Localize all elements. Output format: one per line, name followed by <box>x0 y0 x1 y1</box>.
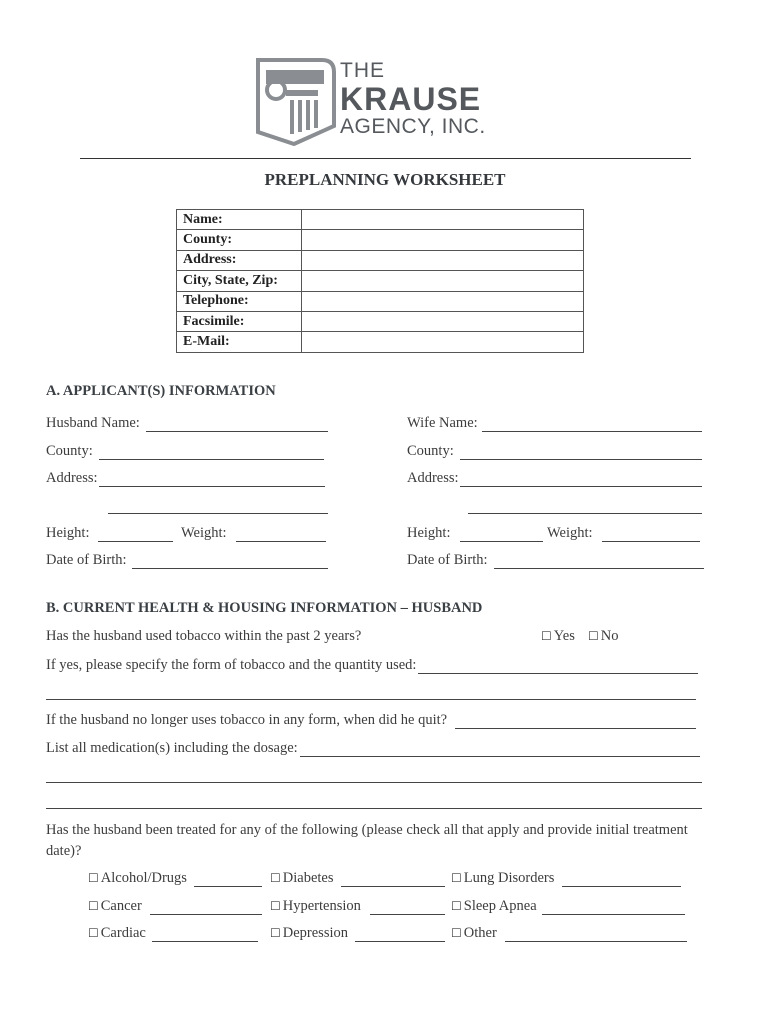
diabetes-date-field[interactable] <box>341 886 445 887</box>
wife-county-label: County: <box>407 443 454 459</box>
cardiac-date-field[interactable] <box>152 941 258 942</box>
husband-weight-field[interactable] <box>236 541 326 542</box>
condition-label: Lung Disorders <box>463 870 555 886</box>
contact-label: City, State, Zip: <box>177 271 302 291</box>
checkbox-icon[interactable]: ☐ <box>88 871 99 885</box>
condition-label: Hypertension <box>282 898 361 914</box>
contact-label: E-Mail: <box>177 332 302 352</box>
husband-height-label: Height: <box>46 525 90 541</box>
checkbox-icon[interactable]: ☐ <box>270 899 281 913</box>
condition-depression[interactable] <box>270 925 348 942</box>
cancer-date-field[interactable] <box>150 914 262 915</box>
treated-question: Has the husband been treated for any of the following (please check all that apply and provide initial treatment <box>46 822 688 838</box>
no-label: No <box>600 628 619 644</box>
condition-alcohol-drugs[interactable] <box>88 870 187 887</box>
medications-line2-field[interactable] <box>46 782 702 783</box>
logo-line-krause: KRAUSE <box>340 81 482 117</box>
hypertension-date-field[interactable] <box>370 914 445 915</box>
page-title: PREPLANNING WORKSHEET <box>264 170 506 189</box>
tobacco-specify-field[interactable] <box>418 673 698 674</box>
condition-label: Alcohol/Drugs <box>100 870 187 886</box>
treated-question-cont: date)? <box>46 843 82 859</box>
header-rule <box>80 158 691 159</box>
condition-label: Sleep Apnea <box>463 898 537 914</box>
section-b-heading: B. CURRENT HEALTH & HOUSING INFORMATION – HUSBAND <box>46 600 483 616</box>
husband-address-line2-field[interactable] <box>108 513 328 514</box>
tobacco-quit-question: If the husband no longer uses tobacco in any form, when did he quit? <box>46 712 448 728</box>
wife-address-field[interactable] <box>460 486 702 487</box>
condition-diabetes[interactable] <box>270 870 334 887</box>
condition-label: Depression <box>282 925 349 941</box>
husband-county-label: County: <box>46 443 93 459</box>
checkbox-icon[interactable]: ☐ <box>451 926 462 940</box>
logo-line-the: THE <box>340 59 385 82</box>
condition-label: Cardiac <box>100 925 146 941</box>
name-field[interactable] <box>302 210 584 230</box>
contact-row <box>177 250 584 270</box>
checkbox-icon[interactable]: ☐ <box>588 629 599 643</box>
city-state-zip-field[interactable] <box>302 271 584 291</box>
contact-label: Name: <box>177 210 302 230</box>
logo-line-agency: AGENCY, INC. <box>340 115 486 138</box>
wife-weight-label: Weight: <box>547 525 593 541</box>
yes-label: Yes <box>553 628 575 644</box>
husband-name-field[interactable] <box>146 431 328 432</box>
checkbox-icon[interactable]: ☐ <box>451 871 462 885</box>
condition-lung-disorders[interactable] <box>451 870 554 887</box>
address-field[interactable] <box>302 250 584 270</box>
wife-name-field[interactable] <box>482 431 702 432</box>
contact-label: Telephone: <box>177 291 302 311</box>
tobacco-quit-field[interactable] <box>455 728 696 729</box>
medications-line3-field[interactable] <box>46 808 702 809</box>
checkbox-icon[interactable]: ☐ <box>270 926 281 940</box>
tobacco-yes-option[interactable] <box>541 628 575 645</box>
checkbox-icon[interactable]: ☐ <box>270 871 281 885</box>
husband-weight-label: Weight: <box>181 525 227 541</box>
contact-row <box>177 230 584 250</box>
husband-dob-label: Date of Birth: <box>46 552 127 568</box>
husband-name-label: Husband Name: <box>46 415 140 431</box>
contact-row <box>177 311 584 331</box>
county-field[interactable] <box>302 230 584 250</box>
medications-field[interactable] <box>300 756 700 757</box>
column-icon <box>252 56 336 146</box>
wife-dob-label: Date of Birth: <box>407 552 488 568</box>
telephone-field[interactable] <box>302 291 584 311</box>
condition-cardiac[interactable] <box>88 925 146 942</box>
condition-sleep-apnea[interactable] <box>451 898 537 915</box>
checkbox-icon[interactable]: ☐ <box>88 899 99 913</box>
wife-address-label: Address: <box>407 470 459 486</box>
contact-label: Address: <box>177 250 302 270</box>
condition-label: Diabetes <box>282 870 334 886</box>
tobacco-no-option[interactable] <box>588 628 619 645</box>
condition-label: Cancer <box>100 898 142 914</box>
medications-label: List all medication(s) including the dosage: <box>46 740 298 756</box>
condition-hypertension[interactable] <box>270 898 361 915</box>
contact-row <box>177 271 584 291</box>
wife-county-field[interactable] <box>460 459 702 460</box>
wife-height-field[interactable] <box>460 541 543 542</box>
lung-disorders-date-field[interactable] <box>562 886 681 887</box>
email-field[interactable] <box>302 332 584 352</box>
husband-county-field[interactable] <box>99 459 324 460</box>
wife-height-label: Height: <box>407 525 451 541</box>
tobacco-question: Has the husband used tobacco within the past 2 years? <box>46 628 362 644</box>
husband-dob-field[interactable] <box>132 568 328 569</box>
husband-address-field[interactable] <box>99 486 325 487</box>
contact-label: County: <box>177 230 302 250</box>
wife-weight-field[interactable] <box>602 541 700 542</box>
contact-table <box>176 209 584 353</box>
company-logo <box>252 56 522 146</box>
wife-dob-field[interactable] <box>494 568 704 569</box>
wife-address-line2-field[interactable] <box>468 513 702 514</box>
sleep-apnea-date-field[interactable] <box>542 914 685 915</box>
condition-label: Other <box>463 925 497 941</box>
facsimile-field[interactable] <box>302 311 584 331</box>
section-a-heading: A. APPLICANT(S) INFORMATION <box>46 383 276 399</box>
contact-row <box>177 332 584 352</box>
checkbox-icon[interactable]: ☐ <box>541 629 552 643</box>
checkbox-icon[interactable]: ☐ <box>451 899 462 913</box>
condition-other[interactable] <box>451 925 497 942</box>
contact-row <box>177 291 584 311</box>
checkbox-icon[interactable]: ☐ <box>88 926 99 940</box>
other-date-field[interactable] <box>505 941 687 942</box>
husband-height-field[interactable] <box>98 541 173 542</box>
tobacco-specify-line2-field[interactable] <box>46 699 696 700</box>
wife-name-label: Wife Name: <box>407 415 478 431</box>
contact-label: Facsimile: <box>177 311 302 331</box>
husband-address-label: Address: <box>46 470 98 486</box>
tobacco-specify-question: If yes, please specify the form of tobacco and the quantity used: <box>46 657 417 673</box>
contact-row <box>177 210 584 230</box>
depression-date-field[interactable] <box>355 941 445 942</box>
alcohol-drugs-date-field[interactable] <box>194 886 262 887</box>
condition-cancer[interactable] <box>88 898 142 915</box>
